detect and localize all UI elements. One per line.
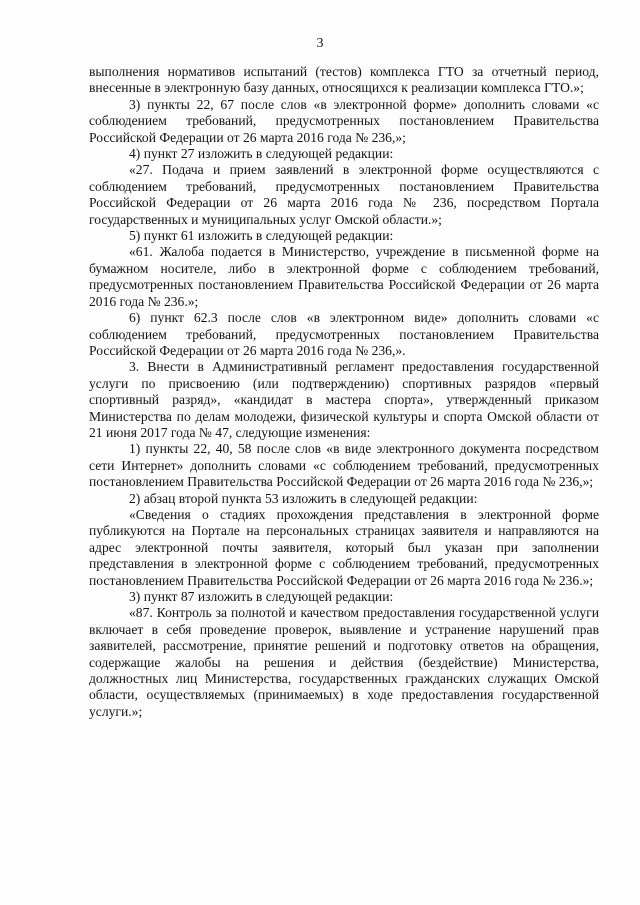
paragraph-section-3: 3. Внести в Административный регламент предоставления государственной услуги по присвоению (или подтверждению) спортивных разрядов «первый спортивный разряд», «кандидат в мастера спорта», утвержденный приказом Министерства по делам молодежи, физической культуры и спорта Омской области от 21 июня 2017 года № 47, следующие изменения: bbox=[89, 359, 599, 440]
paragraph-quote-61: «61. Жалоба подается в Министерство, учреждение в письменной форме на бумажном носителе, либо в электронной форме с соблюдением требований, предусмотренных постановлением Правительства Российской Федерации от 26 марта 2016 года № 236.»; bbox=[89, 244, 599, 309]
paragraph-item-4: 4) пункт 27 изложить в следующей редакции: bbox=[129, 146, 394, 162]
paragraph-subitem-3: 3) пункт 87 изложить в следующей редакции: bbox=[129, 589, 394, 604]
page-number: 3 bbox=[316, 36, 324, 51]
paragraph-quote-87: «87. Контроль за полнотой и качеством предоставления государственной услуги включает в себя проведение проверок, выявление и устранение нарушений прав заявителей, рассмотрение, принятие решений и подготовку ответов на обращения, содержащие жалобы на решения и действия (бездействие) Министерства, должностных лиц Министерства, государственных гражданских служащих Омской области, осуществляемых (принимаемых) в ходе предоставления государственной услуги.»; bbox=[89, 605, 599, 719]
paragraph-item-3: 3) пункты 22, 67 после слов «в электронной форме» дополнить словами «с соблюдением требований, предусмотренных постановлением Правительства Российской Федерации от 26 марта 2016 года № 236,»; bbox=[89, 96, 599, 145]
paragraph-item-6: 6) пункт 62.3 после слов «в электронном виде» дополнить словами «с соблюдением требований, предусмотренных постановлением Правительства Российской Федерации от 26 марта 2016 года № 236,». bbox=[89, 310, 599, 358]
paragraph-continuation: выполнения нормативов испытаний (тестов) комплекса ГТО за отчетный период, внесенные в электронную базу данных, относящихся к реализации комплекса ГТО.»; bbox=[89, 64, 599, 96]
paragraph-quote-53: «Сведения о стадиях прохождения представления в электронной форме публикуются на Портале на персональных страницах заявителя и направляются на адрес электронной почты заявителя, который был указан при заполнении представления в электронной форме с соблюдением требований, предусмотренных постановлением Правительства Российской Федерации от 26 марта 2016 года № 236.»; bbox=[89, 506, 599, 588]
paragraph-quote-27: «27. Подача и прием заявлений в электронной форме осуществляются с соблюдением требований, предусмотренных постановлением Правительства Российской Федерации от 26 марта 2016 года № 236, посредством Портала государственных и муниципальных услуг Омской области.»; bbox=[89, 162, 599, 227]
paragraph-item-5: 5) пункт 61 изложить в следующей редакции: bbox=[129, 228, 394, 244]
document-body bbox=[89, 64, 599, 720]
paragraph-subitem-2: 2) абзац второй пункта 53 изложить в следующей редакции: bbox=[129, 490, 478, 506]
paragraph-subitem-1: 1) пункты 22, 40, 58 после слов «в виде электронного документа посредством сети Интернет» дополнить словами «с соблюдением требований, предусмотренных постановлением Правительства Российской Федерации от 26 марта 2016 года № 236,»; bbox=[89, 441, 599, 490]
